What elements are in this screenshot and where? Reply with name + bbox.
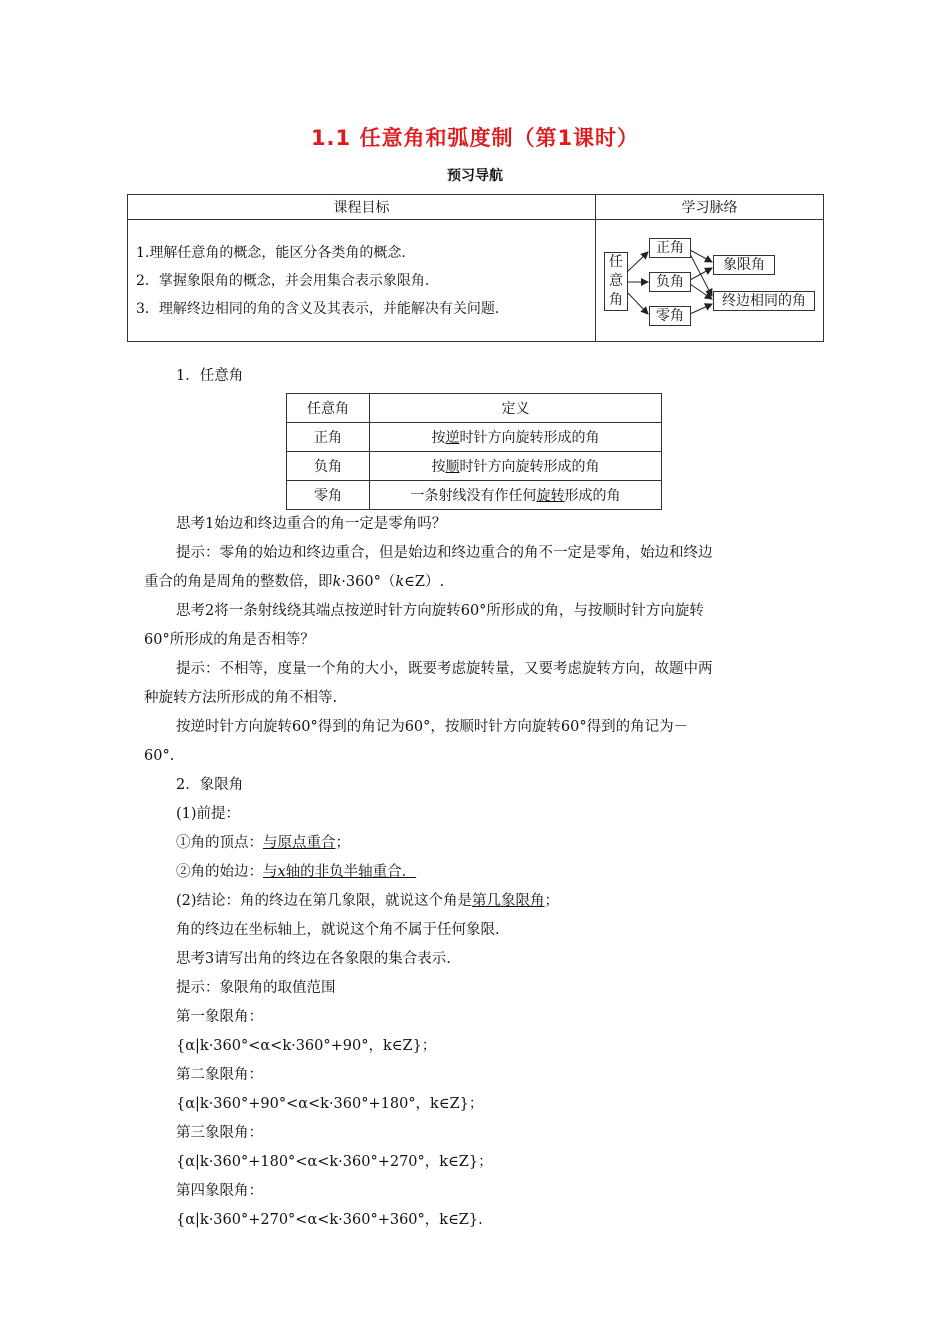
quadrant1-set: {α|k·360°<α<k·360°+90°，k∈Z}； bbox=[176, 1038, 437, 1054]
lesson-title: 1.1 任意角和弧度制（第1课时） bbox=[310, 126, 640, 150]
arrow-zero-coterminal bbox=[690, 304, 712, 314]
text: (2)结论：角的终边在第几象限，就说这个角是 bbox=[176, 893, 473, 909]
text: ①角的顶点： bbox=[176, 835, 263, 851]
node-char: 意 bbox=[609, 272, 623, 289]
text: ∈Z）. bbox=[404, 574, 445, 590]
table-cell bbox=[370, 423, 662, 452]
quadrant1-label: 第一象限角： bbox=[176, 1009, 263, 1025]
concept-flow-diagram bbox=[596, 222, 821, 340]
table-row bbox=[287, 423, 662, 452]
table-cell: 零角 bbox=[287, 481, 370, 510]
quadrant3-set: {α|k·360°+180°<α<k·360°+270°，k∈Z}； bbox=[176, 1154, 493, 1170]
text: ②角的始边： bbox=[176, 864, 263, 880]
arrow-negative-coterminal bbox=[690, 284, 712, 299]
cell-text: 时针方向旋转形成的角 bbox=[459, 430, 600, 446]
cell-underline: 顺 bbox=[445, 459, 460, 475]
table-row bbox=[287, 481, 662, 510]
think1-answer-line1: 提示：零角的始边和终边重合，但是始边和终边重合的角不一定是零角，始边和终边 bbox=[176, 545, 713, 561]
math-var: k bbox=[395, 574, 405, 590]
flow-arrows bbox=[596, 222, 821, 340]
cell-text: 一条射线没有作任何 bbox=[410, 488, 537, 504]
quadrant4-label: 第四象限角： bbox=[176, 1183, 263, 1199]
quadrant4-set: {α|k·360°+270°<α<k·360°+360°，k∈Z}. bbox=[176, 1212, 483, 1228]
goals-header: 课程目标 bbox=[128, 195, 596, 220]
think2-note-line1: 按逆时针方向旋转60°得到的角记为60°，按顺时针方向旋转60°得到的角记为－ bbox=[176, 719, 689, 735]
goal-item: 1.理解任意角的概念，能区分各类角的概念. bbox=[136, 244, 406, 261]
table-cell: 负角 bbox=[287, 452, 370, 481]
table-cell bbox=[370, 481, 662, 510]
preview-guide-heading: 预习导航 bbox=[447, 168, 503, 184]
text: ； bbox=[335, 835, 350, 851]
table-header: 任意角 bbox=[287, 394, 370, 423]
node-char: 任 bbox=[609, 253, 623, 270]
goals-cell bbox=[128, 220, 596, 342]
course-goals-table bbox=[127, 194, 824, 342]
think2-question-line2: 60°所形成的角是否相等？ bbox=[144, 632, 315, 648]
cell-underline: 旋转 bbox=[536, 488, 565, 504]
node-coterminal-angle: 终边相同的角 bbox=[713, 291, 815, 311]
node-positive-angle: 正角 bbox=[649, 238, 691, 258]
text: 轴的非负半轴重合． bbox=[285, 864, 417, 880]
node-quadrant-angle: 象限角 bbox=[713, 255, 775, 275]
text: 与 bbox=[263, 864, 278, 880]
think1-question: 思考1始边和终边重合的角一定是零角吗？ bbox=[176, 516, 447, 532]
text: ·360°（ bbox=[341, 574, 396, 590]
node-negative-angle: 负角 bbox=[649, 272, 691, 292]
goal-item: 3．理解终边相同的角的含义及其表示，并能解决有关问题. bbox=[136, 300, 500, 317]
underlined-answer: 第几象限角 bbox=[472, 893, 545, 909]
goal-item: 2．掌握象限角的概念，并会用集合表示象限角. bbox=[136, 272, 430, 289]
vertex-condition bbox=[176, 829, 350, 858]
axis-note: 角的终边在坐标轴上，就说这个角不属于任何象限. bbox=[176, 922, 500, 938]
node-zero-angle: 零角 bbox=[649, 306, 691, 326]
quadrant3-label: 第三象限角： bbox=[176, 1125, 263, 1141]
underlined-answer: 与原点重合 bbox=[263, 835, 336, 851]
quadrant2-label: 第二象限角： bbox=[176, 1067, 263, 1083]
flow-cell bbox=[596, 220, 824, 342]
section-heading: 1．任意角 bbox=[176, 368, 244, 384]
math-var: k bbox=[332, 574, 342, 590]
initial-side-condition bbox=[176, 858, 416, 887]
think1-answer-line2 bbox=[144, 568, 444, 597]
premise-label: (1)前提： bbox=[176, 806, 241, 822]
quadrant2-set: {α|k·360°+90°<α<k·360°+180°，k∈Z}； bbox=[176, 1096, 484, 1112]
cell-text: 按 bbox=[431, 459, 446, 475]
section-heading: 2．象限角 bbox=[176, 777, 244, 793]
think3-question: 思考3请写出角的终边在各象限的集合表示. bbox=[176, 951, 451, 967]
math-var: x bbox=[277, 864, 286, 880]
table-cell bbox=[370, 452, 662, 481]
table-row bbox=[287, 452, 662, 481]
underlined-answer bbox=[263, 864, 416, 880]
arrow-root-zero bbox=[627, 292, 648, 314]
node-arbitrary-angle bbox=[604, 252, 628, 311]
text: ； bbox=[544, 893, 560, 909]
think3-answer: 提示：象限角的取值范围 bbox=[176, 980, 336, 996]
table-cell: 正角 bbox=[287, 423, 370, 452]
arrow-root-positive bbox=[627, 252, 648, 272]
cell-text: 形成的角 bbox=[564, 488, 621, 504]
think2-answer-line1: 提示：不相等，度量一个角的大小，既要考虑旋转量，又要考虑旋转方向，故题中两 bbox=[176, 661, 713, 677]
think2-question-line1: 思考2将一条射线绕其端点按逆时针方向旋转60°所形成的角，与按顺时针方向旋转 bbox=[176, 603, 704, 619]
context-header: 学习脉络 bbox=[596, 195, 824, 220]
cell-text: 按 bbox=[431, 430, 446, 446]
node-char: 角 bbox=[609, 291, 623, 308]
cell-text: 时针方向旋转形成的角 bbox=[459, 459, 600, 475]
cell-underline: 逆 bbox=[445, 430, 460, 446]
angle-definition-table bbox=[286, 393, 662, 510]
table-header: 定义 bbox=[370, 394, 662, 423]
think2-note-line2: 60°. bbox=[144, 748, 175, 764]
think2-answer-line2: 种旋转方法所形成的角不相等. bbox=[144, 690, 338, 706]
conclusion bbox=[176, 887, 559, 916]
text: 重合的角是周角的整数倍，即 bbox=[144, 574, 333, 590]
